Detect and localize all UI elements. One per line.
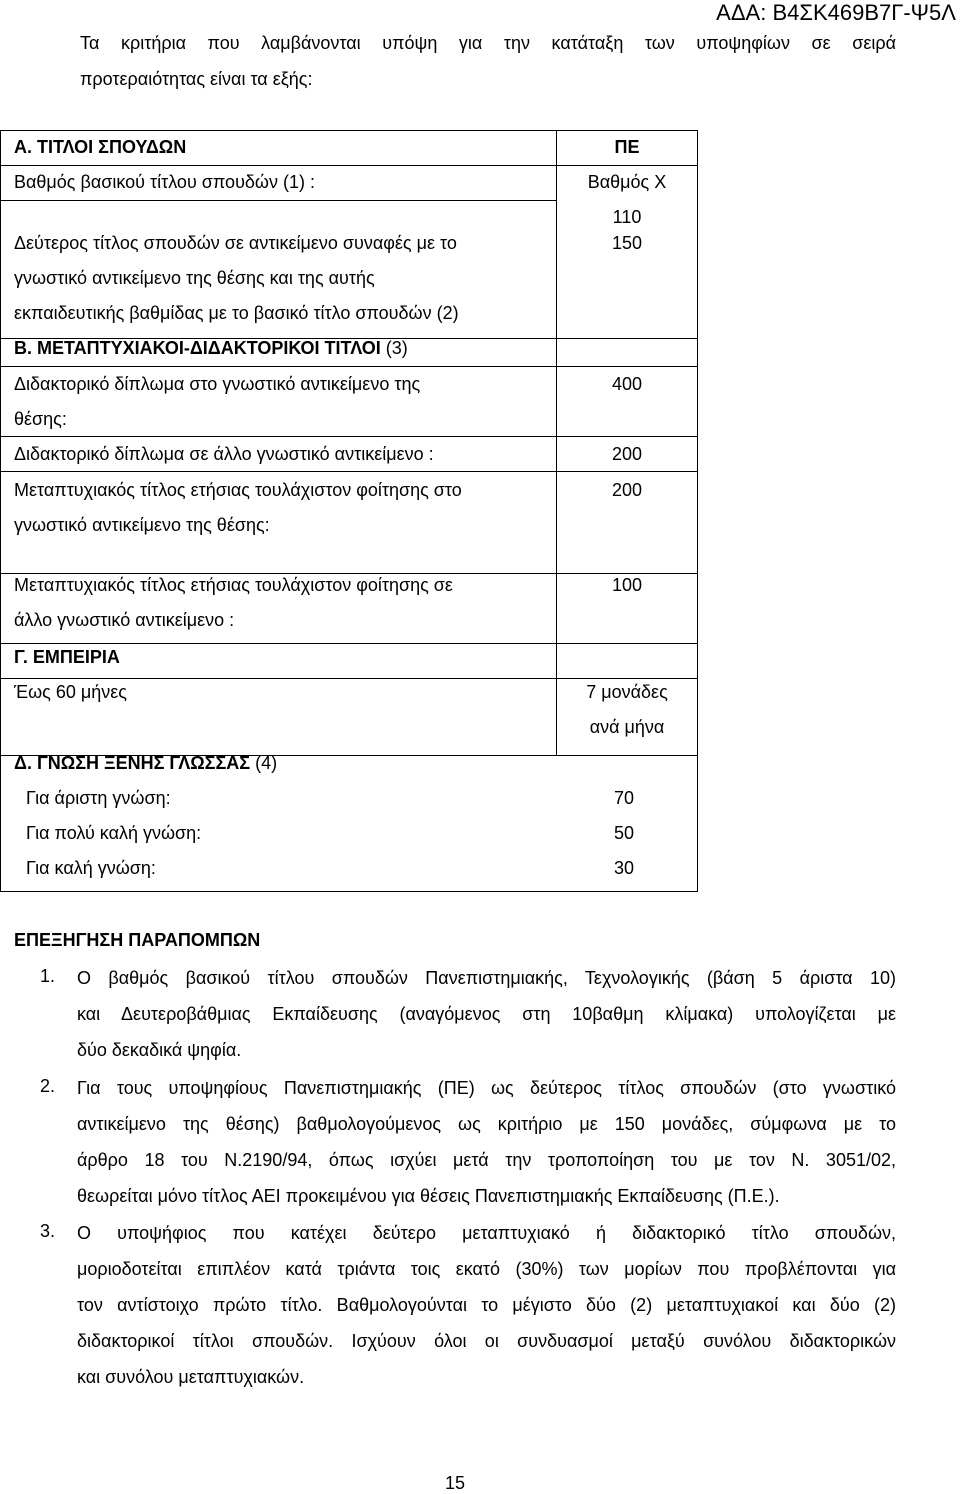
row-value: 110 [612, 207, 642, 227]
footnote-line: και συνόλου μεταπτυχιακών. [77, 1367, 305, 1387]
table-border-left [0, 130, 1, 892]
row-label: Μεταπτυχιακός τίτλος ετήσιας τουλάχιστον φοίτησης σε [14, 575, 453, 595]
section-d-ref: (4) [255, 753, 278, 773]
divider-row1 [0, 200, 557, 201]
footnote-line: και Δευτεροβάθμιας Εκπαίδευσης (αναγόμενος στη 10βαθμη κλίμακα) υπολογίζεται με [77, 1004, 896, 1024]
row-value: 200 [611, 480, 643, 500]
intro-line-1: Τα κριτήρια που λαμβάνονται υπόψη για την κατάταξη των υποψηφίων σε σειρά [80, 33, 896, 53]
row-label: Διδακτορικό δίπλωμα στο γνωστικό αντικείμενο της [14, 374, 421, 394]
row-value: 50 [614, 823, 635, 843]
row-label: Μεταπτυχιακός τίτλος ετήσιας τουλάχιστον φοίτησης στο [14, 480, 462, 500]
section-b-heading-text: Β. ΜΕΤΑΠΤΥΧΙΑΚΟΙ-ΔΙΔΑΚΤΟΡΙΚΟΙ ΤΙΤΛΟΙ [14, 338, 381, 358]
footnote-number: 3. [40, 1221, 56, 1241]
footnote-line: άρθρο 18 του Ν.2190/94, όπως ισχύει μετά την τροποποίηση του με τον Ν. 3051/02, [77, 1150, 896, 1170]
row-value: 150 [611, 233, 643, 253]
footnote-line: αντικείμενο της θέσης) βαθμολογούμενος ως κριτήριο με 150 μονάδες, σύμφωνα με το [77, 1114, 896, 1134]
table-border-bottom [0, 891, 698, 892]
section-b-ref: (3) [385, 338, 408, 358]
row-label: άλλο γνωστικό αντικείμενο : [14, 610, 235, 630]
footnote-line: θεωρείται μόνο τίτλος ΑΕΙ προκειμένου για θέσεις Πανεπιστημιακής Εκπαίδευσης (Π.Ε.). [77, 1186, 780, 1206]
section-a-heading: Α. ΤΙΤΛΟΙ ΣΠΟΥΔΩΝ [14, 137, 187, 157]
row-label: θέσης: [14, 409, 67, 429]
criteria-table [0, 130, 698, 892]
section-d-heading [14, 746, 277, 781]
table-border-right [697, 130, 698, 892]
intro-line-2: προτεραιότητας είναι τα εξής: [80, 69, 313, 89]
footnote-text [77, 960, 896, 1068]
footnote-line: Ο υποψήφιος που κατέχει δεύτερο μεταπτυχιακό ή διδακτορικό τίτλο σπουδών, [77, 1223, 896, 1243]
footnote-line: δύο δεκαδικά ψηφία. [77, 1040, 242, 1060]
section-b-heading [14, 331, 408, 366]
footnotes-heading: ΕΠΕΞΗΓΗΣΗ ΠΑΡΑΠΟΜΠΩΝ [14, 930, 261, 950]
row-value: ανά μήνα [589, 717, 665, 737]
row-label: Έως 60 μήνες [14, 682, 127, 702]
row-label: γνωστικό αντικείμενο της θέσης: [14, 515, 270, 535]
footnote-number: 2. [40, 1076, 56, 1096]
row-label: Βαθμός βασικού τίτλου σπουδών (1) : [14, 172, 315, 192]
row-label: Για πολύ καλή γνώση: [26, 823, 202, 843]
footnote-line: διδακτορικοί τίτλοι σπουδών. Ισχύουν όλοι οι συνδυασμοί μεταξύ συνόλου διδακτορικών [77, 1331, 896, 1351]
row-label: Για καλή γνώση: [26, 858, 156, 878]
row-value: Βαθμός Χ [587, 172, 667, 192]
row-value: 7 μονάδες [586, 682, 668, 702]
footnote-text [77, 1070, 896, 1214]
row-label: γνωστικό αντικείμενο της θέσης και της αυτής [14, 268, 375, 288]
footnote-number: 1. [40, 966, 56, 986]
row-value: 100 [611, 575, 643, 595]
row-label: Για άριστη γνώση: [26, 788, 171, 808]
section-d-heading-text: Δ. ΓΝΩΣΗ ΞΕΝΗΣ ΓΛΩΣΣΑΣ [14, 753, 251, 773]
page-number: 15 [444, 1473, 466, 1493]
row-label: εκπαιδευτικής βαθμίδας με το βασικό τίτλο σπουδών (2) [14, 303, 459, 323]
footnote-line: μοριοδοτείται επιπλέον κατά τριάντα τοις εκατό (30%) των μορίων που προβλέπονται για [77, 1259, 896, 1279]
row-label: Διδακτορικό δίπλωμα σε άλλο γνωστικό αντικείμενο : [14, 444, 434, 464]
footnote-line: Για τους υποψηφίους Πανεπιστημιακής (ΠΕ) ως δεύτερος τίτλος σπουδών (στο γνωστικό [77, 1078, 896, 1098]
section-c-heading: Γ. ΕΜΠΕΙΡΙΑ [14, 647, 120, 667]
row-value: 70 [614, 788, 635, 808]
row-label: Δεύτερος τίτλος σπουδών σε αντικείμενο συναφές με το [14, 233, 457, 253]
column-heading-pe: ΠΕ [614, 137, 640, 157]
ada-code: ΑΔΑ: Β4ΣΚ469Β7Γ-Ψ5Λ [716, 0, 956, 25]
row-value: 200 [611, 444, 643, 464]
row-value: 30 [614, 858, 635, 878]
row-value: 400 [611, 374, 643, 394]
footnote-text [77, 1215, 896, 1395]
footnote-line: Ο βαθμός βασικού τίτλου σπουδών Πανεπιστημιακής, Τεχνολογικής (βάση 5 άριστα 10) [77, 968, 896, 988]
footnote-line: τον αντίστοιχο πρώτο τίτλο. Βαθμολογούνται το μέγιστο δύο (2) μεταπτυχιακοί και δύο (2) [77, 1295, 896, 1315]
